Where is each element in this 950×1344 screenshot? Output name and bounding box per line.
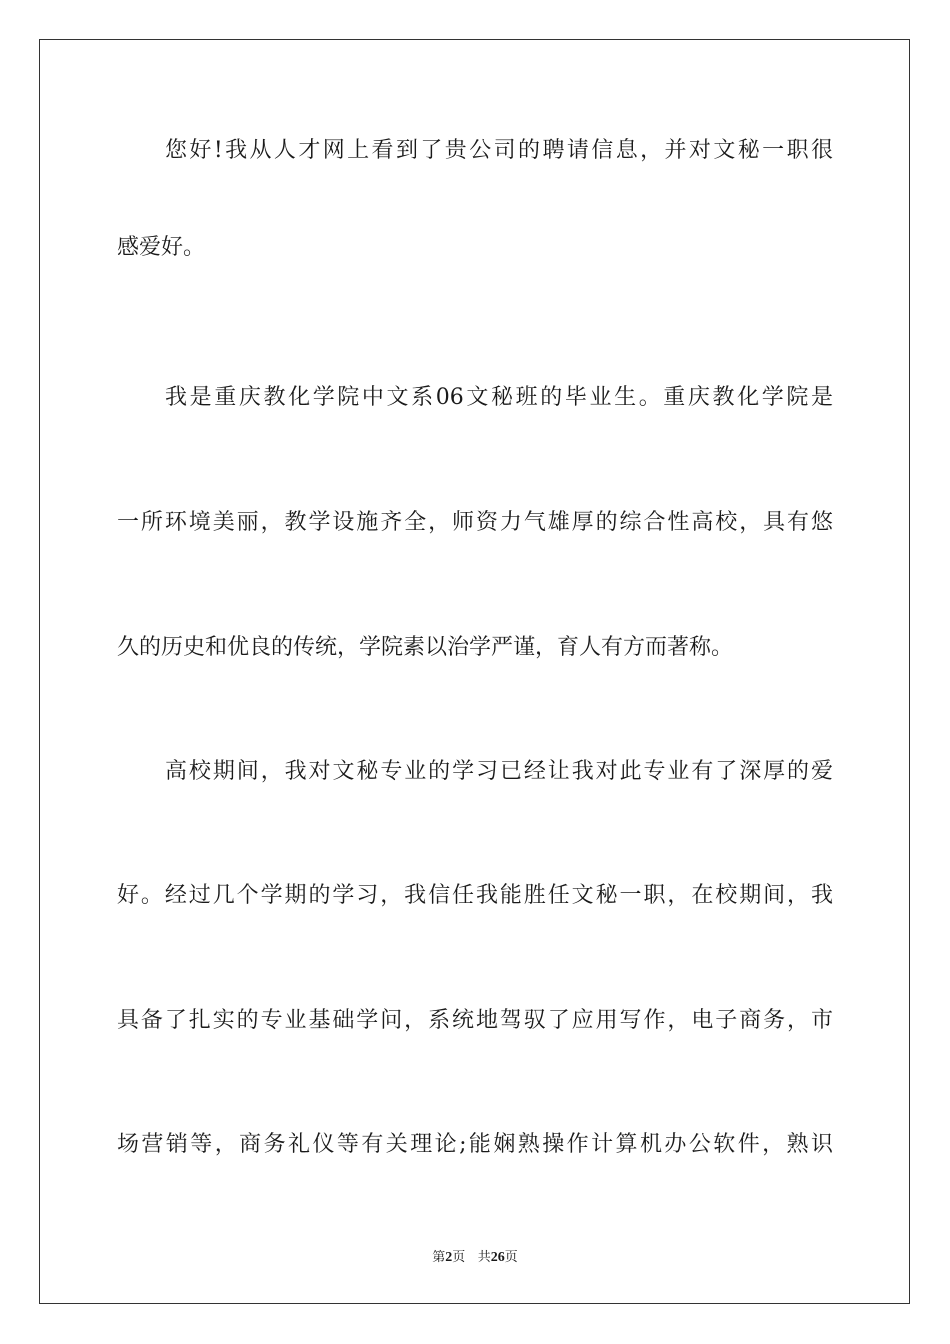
page-frame xyxy=(39,39,910,1304)
footer-total-suffix: 页 xyxy=(504,1250,518,1265)
text-line-1: 您好!我从人才网上看到了贵公司的聘请信息，并对文秘一职很 xyxy=(165,138,833,163)
text-line-7: 好。经过几个学期的学习，我信任我能胜任文秘一职，在校期间，我 xyxy=(117,883,833,908)
text-line-8: 具备了扎实的专业基础学问，系统地驾驭了应用写作，电子商务，市 xyxy=(117,1008,833,1033)
text-line-5: 久的历史和优良的传统，学院素以治学严谨，育人有方而著称。 xyxy=(117,635,734,660)
page-footer xyxy=(0,1246,950,1266)
text-line-3: 我是重庆教化学院中文系06文秘班的毕业生。重庆教化学院是 xyxy=(165,385,833,410)
footer-prefix: 第 xyxy=(432,1250,446,1265)
footer-total-prefix: 共 xyxy=(477,1250,491,1265)
footer-page-suffix: 页 xyxy=(452,1250,466,1265)
text-line-6: 高校期间，我对文秘专业的学习已经让我对此专业有了深厚的爱 xyxy=(165,759,833,784)
text-line-4: 一所环境美丽，教学设施齐全，师资力气雄厚的综合性高校，具有悠 xyxy=(117,510,833,535)
current-page-number: 2 xyxy=(445,1250,453,1265)
text-line-2: 感爱好。 xyxy=(117,235,206,260)
total-page-count: 26 xyxy=(490,1250,505,1265)
text-line-9: 场营销等，商务礼仪等有关理论;能娴熟操作计算机办公软件，熟识 xyxy=(117,1132,833,1157)
